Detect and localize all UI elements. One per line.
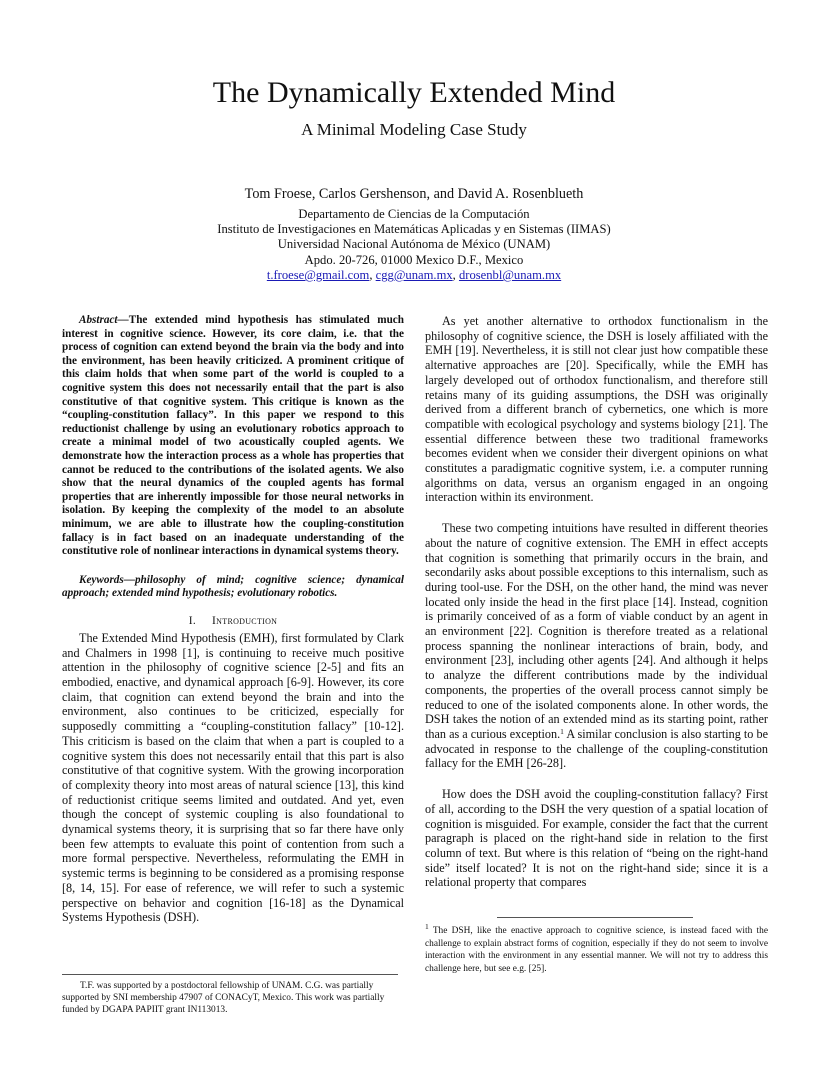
- email-link-rosenblueth[interactable]: drosenbl@unam.mx: [458, 268, 562, 282]
- abstract: [62, 314, 404, 559]
- footnote-mark: 1: [560, 726, 564, 736]
- keywords: Keywords—philosophy of mind; cognitive science; dynamical approach; extended mind hypothesis; evolutionary robotics.: [62, 573, 404, 600]
- footnote-divider-left: [62, 974, 398, 975]
- affiliation-address: Apdo. 20-726, 01000 Mexico D.F., Mexico: [304, 253, 524, 267]
- section-heading: [62, 615, 404, 627]
- author-list: Tom Froese, Carlos Gershenson, and David A. Rosenblueth: [244, 186, 584, 202]
- abstract-text: The extended mind hypothesis has stimulated much interest in cognitive science. However, its core claim, i.e. that the process of cognition can extend beyond the brain via the body and into the environment, has been heavily criticized. A prominent critique of this claim holds that when some part of the world is coupled to a cognitive system this does not necessarily entail that the part is also constitutive of that cognitive system. This critique is known as the “coupling-constitution fallacy”. In this paper we respond to this reductionist challenge by using an evolutionary robotics approach to create a minimal model of two acoustically coupled agents. We demonstrate how the interaction process as a whole has properties that cannot be reduced to the contributions of the isolated agents. We also show that the neural dynamics of the coupled agents has formal properties that are inherently impossible for those neural networks in isolation. By keeping the complexity of the model to an absolute minimum, we are able to illustrate how the coupling-constitution fallacy is in fact based on an inadequate understanding of the constitutive role of nonlinear interactions in dynamical systems theory.: [62, 314, 404, 558]
- right-paragraph-2b: A similar conclusion is also starting to be advocated in response to the challenge of the coupling-constitution fallacy for the EMH [26-28].: [425, 726, 768, 771]
- abstract-lead: Abstract—: [79, 314, 129, 326]
- right-paragraph-1: As yet another alternative to orthodox functionalism in the philosophy of cognitive science, the DSH is losely affiliated with the EMH [19]. Nevertheless, it is still not clear just how compatible these alternative approaches are [20]. Specifically, while the EMH has largely developed out of orthodox functionalism, and therefore still retains many of its guiding assumptions, the DSH was originally derived from a different branch of cybernetics, one which is more compatible with ecological psychology and systems biology [21]. The essential difference between these two traditional frameworks becomes evident when we consider their divergent opinions on what constitutes a paradigmatic cognitive system, i.e. a computer running algorithms on data, versus an organism engaged in an ongoing interaction within its environment.: [425, 314, 768, 505]
- section-number: I.: [188, 614, 197, 627]
- right-paragraph-2: [425, 521, 768, 771]
- email-link-froese[interactable]: t.froese@gmail.com: [266, 268, 370, 282]
- paper-title: The Dynamically Extended Mind: [212, 76, 616, 109]
- email-line: [0, 267, 828, 283]
- paper-subtitle: A Minimal Modeling Case Study: [301, 120, 527, 139]
- right-paragraph-3: How does the DSH avoid the coupling-constitution fallacy? First of all, according to the DSH the very question of a spatial location of cognition is misguided. For example, consider the fact that the current paragraph is placed on the right-hand side in relation to the first column of text. But where is this relation of “being on the right-hand side” itself located? It is not on the right-hand side; since it is a relational property that compares: [425, 787, 768, 890]
- section-title: Introduction: [212, 614, 278, 627]
- intro-paragraph-1: The Extended Mind Hypothesis (EMH), first formulated by Clark and Chalmers in 1998 [1], is continuing to receive much positive attention in the philosophy of cognitive science [2-5] and fits an embodied, enactive, and dynamical approach [6-9]. However, its core claim, that cognition can extend beyond the brain and into the environment, also continues to be criticized, especially for supposedly committing a “coupling-constitution fallacy” [10-12]. This criticism is based on the claim that when a part is coupled to a cognitive system this does not necessarily entail that this part is also constitutive of that cognitive system. With the growing incorporation of complexity theory into most areas of natural science [13], this kind of reductionist critique seems limited and outdated. And yet, even though the concept of systemic coupling is also foundational to dynamical systems theory, it is surprising that so far there have only been few attempts to evaluate this point of contention from such a more formal perspective. Nevertheless, reformulating the EMH in systemic terms is beginning to be considered as a promising response [8, 14, 15]. For ease of reference, we will refer to such a systemic perspective on behavior and cognition [16-18] as the Dynamical Systems Hypothesis (DSH).: [62, 630, 404, 925]
- footnote-1: [425, 922, 768, 975]
- right-column: [425, 314, 768, 890]
- left-column: [62, 314, 404, 925]
- email-separator: ,: [369, 268, 376, 282]
- email-separator: ,: [452, 268, 459, 282]
- email-link-gershenson[interactable]: cgg@unam.mx: [375, 268, 453, 282]
- affiliation-institute: Instituto de Investigaciones en Matemáticas Aplicadas y en Sistemas (IIMAS): [217, 222, 611, 236]
- footnote-1-mark: 1: [425, 922, 429, 931]
- affiliation-university: Universidad Nacional Autónoma de México (UNAM): [277, 237, 551, 251]
- funding-footnote: T.F. was supported by a postdoctoral fellowship of UNAM. C.G. was partially supported by SNI membership 47907 of CONACyT, Mexico. This work was partially funded by DGAPA PAPIIT grant IN113013.: [62, 981, 385, 1015]
- footnote-divider-right: [497, 917, 693, 918]
- right-paragraph-2a: These two competing intuitions have resulted in different theories about the nature of cognitive extension. The EMH in effect accepts that cognition is something that primarily occurs in the brain, and secondarily asks about possible exceptions to this internalism, such as during tool-use. For the DSH, on the other hand, the mind was never located only inside the head in the first place [14]. Instead, cognition is primarily conceived of as a form of viable conduct by an agent in an environment [22]. Cognition is therefore treated as a relational process spanning the nonlinear interactions of brain, body, and environment [23], including other agents [24]. And although it helps to analyze the different contributions made by the individual components, the properties of the overall process cannot simply be reduced to one of the isolated components alone. In other words, the DSH takes the notion of an extended mind as its starting point, rather than as a curious exception.: [425, 521, 768, 741]
- affiliation-department: Departamento de Ciencias de la Computación: [298, 207, 530, 221]
- footnote-1-text: The DSH, like the enactive approach to cognitive science, is instead faced with the challenge to explain abstract forms of cognition, especially if they do not seem to involve interaction with the environment in any essential manner. We will not try to address this challenge here, but see e.g. [25].: [425, 926, 768, 974]
